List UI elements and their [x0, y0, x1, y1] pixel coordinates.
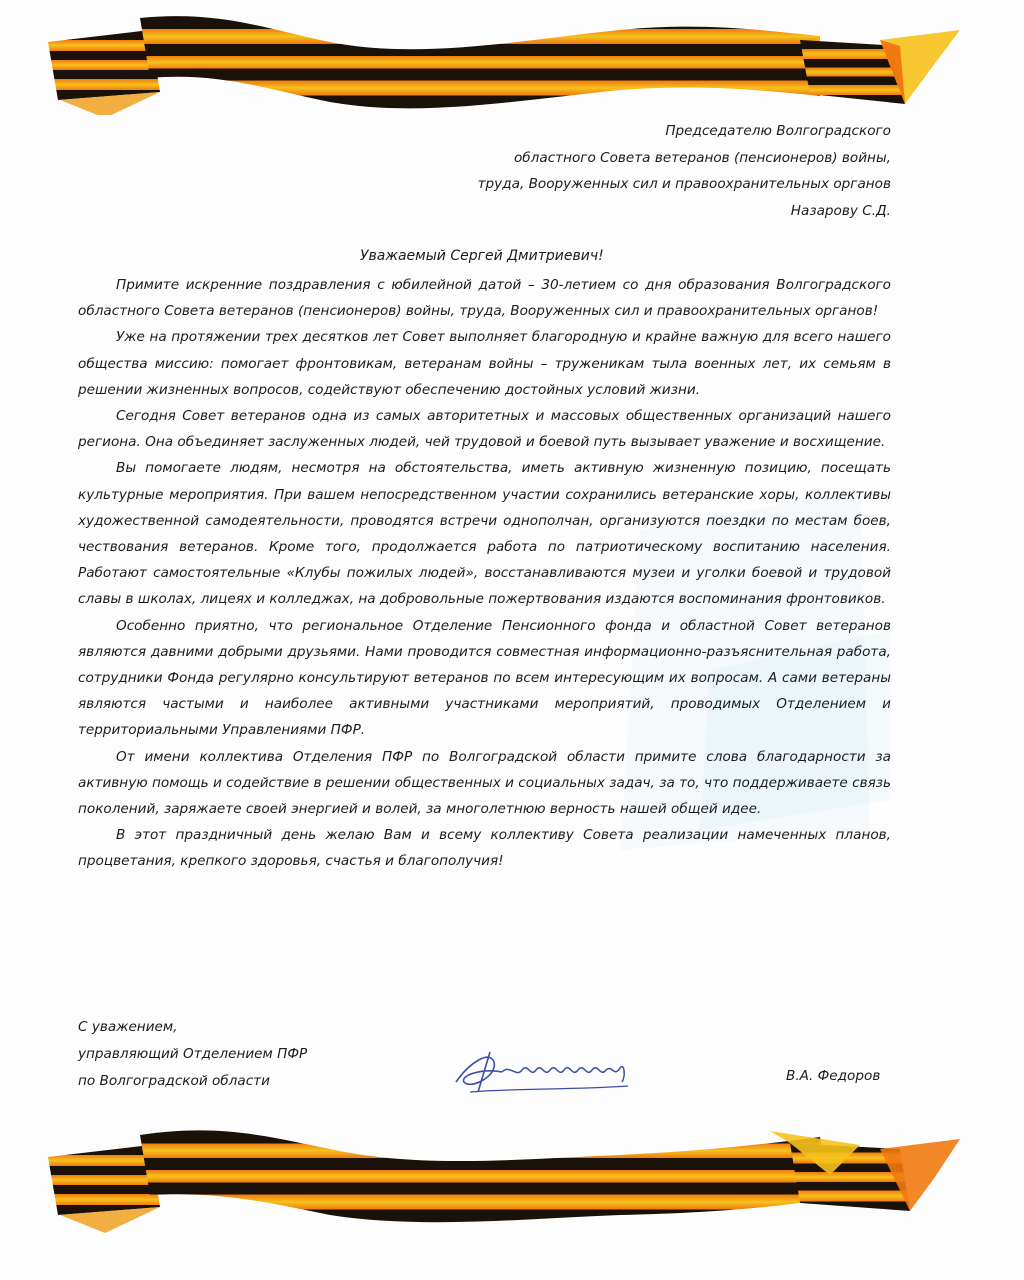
body-paragraph: Вы помогаете людям, несмотря на обстоятельства, иметь активную жизненную позицию, посещать культурные мероприятия. При вашем непосредственном участии сохранились ветеранские хоры, коллективы художественной самодеятельности, проводятся встречи однополчан, организуются поездки по местам боев, чествования ветеранов. Кроме того, продолжается работа по патриотическому воспитанию населения. Работают самостоятельные «Клубы пожилых людей», восстанавливаются музеи и уголки боевой и трудовой славы в школах, лицеях и колледжах, на добровольные пожертвования издаются воспоминания фронтовиков. — [78, 460, 891, 608]
letter-body — [78, 272, 891, 875]
addressee-name: Назарову С.Д. — [790, 202, 891, 219]
closing-line: управляющий Отделением ПФР — [78, 1046, 308, 1062]
addressee-block — [478, 118, 891, 224]
greeting: Уважаемый Сергей Дмитриевич! — [360, 248, 604, 264]
body-paragraph: Особенно приятно, что региональное Отделение Пенсионного фонда и областной Совет ветеранов являются давними добрыми друзьями. Нами проводится совместная информационно-разъяснительная работа, сотрудники Фонда регулярно консультируют ветеранов по всем интересующим их вопросам. А сами ветераны являются частыми и наиболее активными участниками мероприятий, проводимых Отделением и территориальными Управлениями ПФР. — [78, 617, 891, 739]
body-paragraph: Уже на протяжении трех десятков лет Совет выполняет благородную и крайне важную для всего нашего общества миссию: помогает фронтовикам, ветеранам войны – труженикам тыла военных лет, их семьям в решении жизненных вопросов, содействуют обеспечению достойных условий жизни. — [78, 329, 891, 398]
st-george-ribbon-bottom — [0, 1115, 1024, 1235]
body-paragraph: В этот праздничный день желаю Вам и всему коллективу Совета реализации намеченных планов, процветания, крепкого здоровья, счастья и благополучия! — [78, 827, 891, 870]
body-paragraph: От имени коллектива Отделения ПФР по Волгоградской области примите слова благодарности за активную помощь и содействие в решении общественных и социальных задач, за то, что поддерживаете связь поколений, заряжаете своей энергией и волей, за многолетнюю верность нашей общей идее. — [78, 748, 891, 818]
body-paragraph: Примите искренние поздравления с юбилейной датой – 30-летием со дня образования Волгоградского областного Совета ветеранов (пенсионеров) войны, труда, Вооруженных сил и правоохранительных органов! — [78, 277, 891, 320]
handwritten-signature — [450, 1042, 640, 1102]
closing-line: С уважением, — [78, 1019, 178, 1035]
body-paragraph: Сегодня Совет ветеранов одна из самых авторитетных и массовых общественных организаций нашего региона. Она объединяет заслуженных людей, чей трудовой и боевой путь вызывает уважение и восхищение. — [78, 408, 891, 451]
signer-name: В.А. Федоров — [786, 1068, 881, 1084]
st-george-ribbon-top — [0, 0, 1024, 115]
addressee-line: Председателю Волгоградского — [665, 123, 891, 139]
closing-block — [78, 1014, 307, 1095]
addressee-line: областного Совета ветеранов (пенсионеров) войны, — [513, 149, 891, 166]
closing-line: по Волгоградской области — [78, 1073, 270, 1089]
addressee-line: труда, Вооруженных сил и правоохранительных органов — [477, 176, 891, 192]
